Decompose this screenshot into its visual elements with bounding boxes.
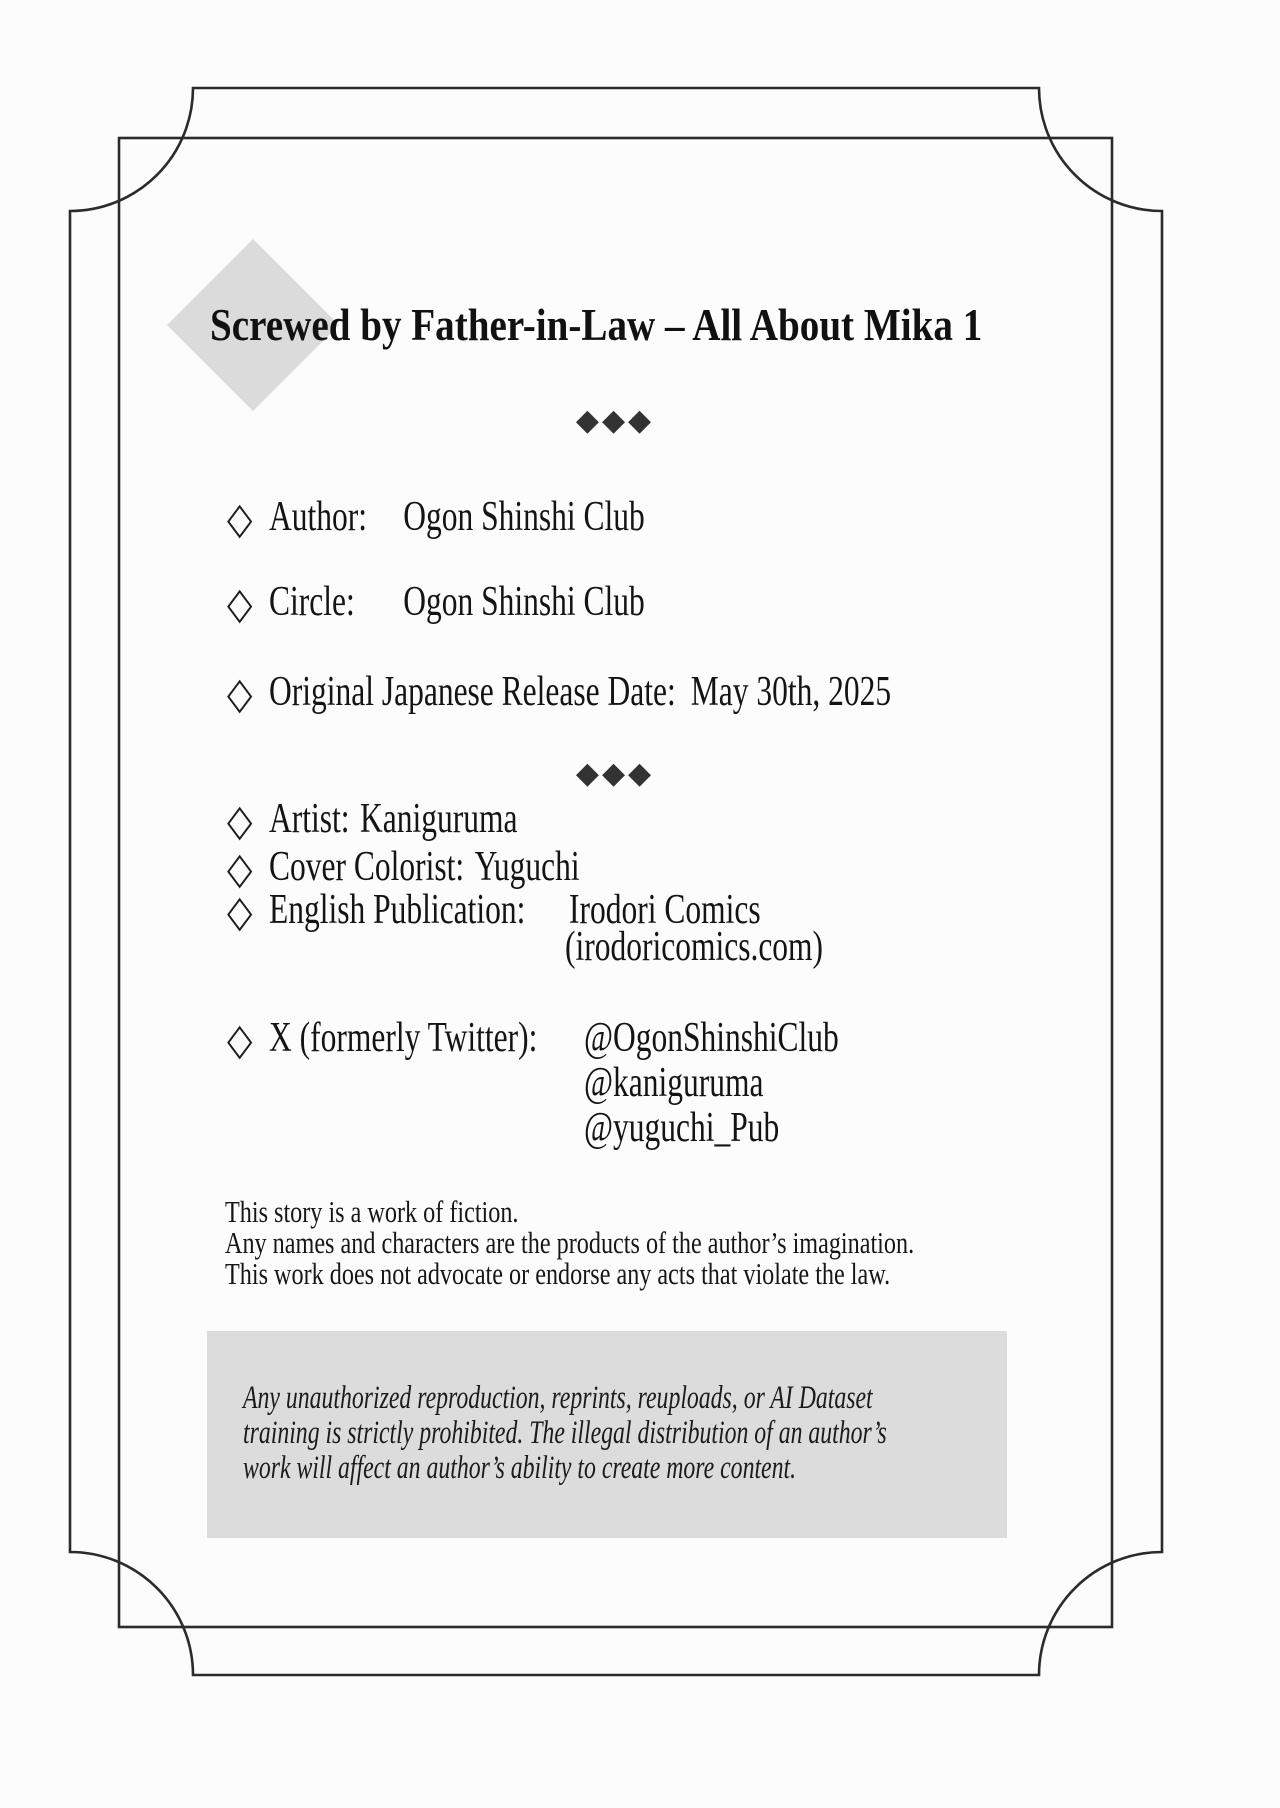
- disclaimer-line: Any names and characters are the products of the author’s imagination.: [225, 1225, 915, 1260]
- credit-label-english-publication: English Publication:: [269, 887, 526, 933]
- credit-value-english-publication: Irodori Comics: [569, 887, 761, 933]
- copyright-notice-text: [243, 1380, 887, 1486]
- credit-value-circle: Ogon Shinshi Club: [403, 579, 645, 625]
- credit-label-circle: Circle:: [269, 579, 355, 625]
- credit-label-artist: Artist:: [269, 796, 350, 842]
- fiction-disclaimer: [225, 1196, 914, 1289]
- diamond-bullet-icon: ◇: [227, 795, 253, 846]
- diamond-bullet-icon: ◇: [227, 886, 253, 937]
- credit-value-release-date: May 30th, 2025: [690, 669, 892, 715]
- credit-label-release-date: Original Japanese Release Date:: [269, 669, 676, 715]
- copyright-notice-line: Any unauthorized reproduction, reprints, reuploads, or AI Dataset: [243, 1380, 873, 1416]
- section-separator-icon: ◆◆◆: [575, 403, 655, 438]
- copyright-notice-line: training is strictly prohibited. The illegal distribution of an author’s: [243, 1415, 887, 1451]
- credit-value-cover-colorist: Yuguchi: [474, 844, 580, 890]
- diamond-bullet-icon: ◇: [227, 843, 253, 894]
- credit-row-cover-colorist: [227, 843, 580, 894]
- section-separator-icon: ◆◆◆: [575, 756, 655, 791]
- copyright-notice-box: [207, 1331, 1007, 1538]
- credit-row-artist: [227, 795, 518, 846]
- credit-label-x-twitter: X (formerly Twitter):: [269, 1015, 538, 1061]
- copyright-notice-line: work will affect an author’s ability to create more content.: [243, 1450, 797, 1486]
- credit-label-cover-colorist: Cover Colorist:: [269, 844, 465, 890]
- diamond-bullet-icon: ◇: [227, 578, 253, 629]
- diamond-bullet-icon: ◇: [227, 493, 253, 544]
- diamond-bullet-icon: ◇: [227, 668, 253, 719]
- credit-row-author: [227, 493, 645, 544]
- credit-value-author: Ogon Shinshi Club: [403, 494, 645, 540]
- twitter-handle: @OgonShinshiClub: [584, 1015, 839, 1061]
- disclaimer-line: This work does not advocate or endorse any acts that violate the law.: [225, 1256, 891, 1291]
- credit-label-author: Author:: [269, 494, 367, 540]
- twitter-handle: @kaniguruma: [584, 1060, 764, 1106]
- diamond-bullet-icon: ◇: [227, 1014, 253, 1065]
- credit-row-x-twitter: [227, 1014, 584, 1065]
- disclaimer-line: This story is a work of fiction.: [225, 1194, 519, 1229]
- twitter-handle: @yuguchi_Pub: [584, 1105, 780, 1151]
- publication-website: (irodoricomics.com): [565, 924, 824, 970]
- credit-row-release-date: [227, 668, 892, 719]
- credit-row-circle: [227, 578, 645, 629]
- twitter-handles: [584, 1016, 839, 1151]
- page-title: Screwed by Father-in-Law – All About Mika 1: [210, 299, 983, 350]
- credit-value-artist: Kaniguruma: [360, 796, 518, 842]
